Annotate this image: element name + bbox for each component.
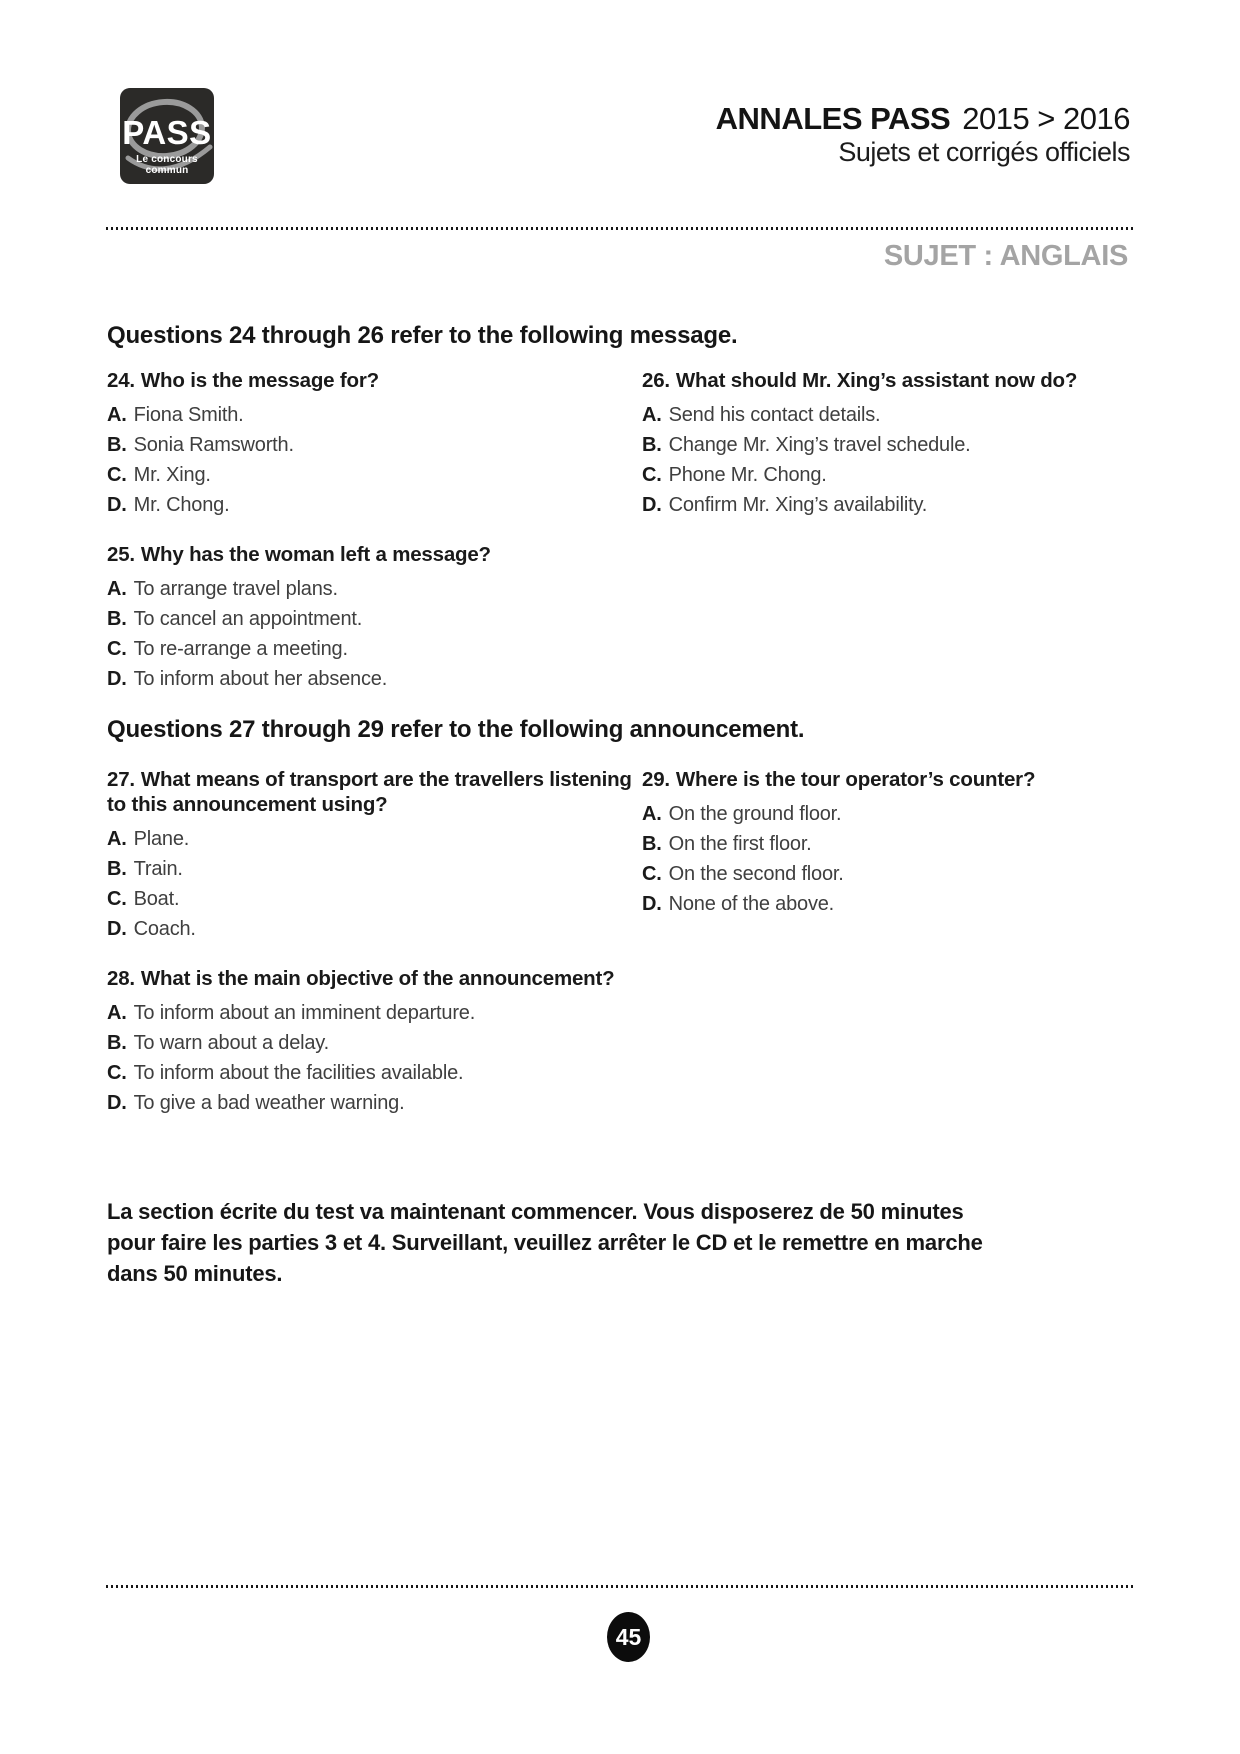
publication-subtitle: Sujets et corrigés officiels	[838, 137, 1130, 167]
instruction-line-1: La section écrite du test va maintenant commencer. Vous disposerez de 50 minutes	[107, 1199, 964, 1224]
logo-tagline: Le concours commun	[136, 154, 198, 176]
question-25-heading	[107, 542, 647, 567]
question-26-option-a: A. Send his contact details.	[642, 404, 881, 426]
question-25-option-d: D. To inform about her absence.	[107, 668, 388, 690]
question-28-option-b: B. To warn about a delay.	[107, 1032, 329, 1054]
question-24-option-d: D. Mr. Chong.	[107, 494, 230, 516]
question-29-option-a: A. On the ground floor.	[642, 803, 842, 825]
question-28-text: What is the main objective of the announcement?	[140, 967, 615, 990]
page-number: 45	[615, 1623, 642, 1650]
question-28-option-d: D. To give a bad weather warning.	[107, 1092, 405, 1114]
question-27-heading	[107, 767, 647, 817]
column-left	[107, 368, 647, 716]
subject-banner: SUJET : ANGLAIS	[883, 240, 1128, 272]
question-29-heading	[642, 767, 1136, 792]
question-26-heading	[642, 368, 1136, 393]
column-left	[107, 767, 647, 1140]
question-26-option-c: C. Phone Mr. Chong.	[642, 464, 827, 486]
publication-title-name: ANNALES PASS	[715, 101, 951, 136]
question-25	[107, 542, 647, 694]
dotted-divider-bottom	[106, 1585, 1136, 1588]
publication-title-years: 2015 > 2016	[962, 101, 1130, 136]
question-29-number: 29.	[642, 768, 670, 791]
question-25-number: 25.	[107, 543, 135, 566]
question-24	[107, 368, 647, 520]
question-28	[107, 966, 647, 1118]
question-26-option-d: D. Confirm Mr. Xing’s availability.	[642, 494, 928, 516]
question-24-number: 24.	[107, 369, 135, 392]
question-26-text: What should Mr. Xing’s assistant now do?	[675, 369, 1078, 392]
logo-wordmark: PASS	[122, 114, 212, 151]
question-24-text: Who is the message for?	[140, 369, 379, 392]
question-25-option-a: A. To arrange travel plans.	[107, 578, 338, 600]
question-29-option-b: B. On the first floor.	[642, 833, 812, 855]
question-29-option-d: D. None of the above.	[642, 893, 835, 915]
question-25-option-b: B. To cancel an appointment.	[107, 608, 363, 630]
question-27-text: What means of transport are the travellers listening to this announcement using?	[107, 768, 632, 816]
instruction-line-3: dans 50 minutes.	[107, 1261, 283, 1286]
column-right	[642, 767, 1136, 1140]
header	[0, 102, 1130, 167]
instruction-line-2: pour faire les parties 3 et 4. Surveillant, veuillez arrêter le CD et le remettre en marche	[107, 1230, 983, 1255]
question-28-number: 28.	[107, 967, 135, 990]
question-29-text: Where is the tour operator’s counter?	[675, 768, 1036, 791]
question-26	[642, 368, 1136, 520]
publication-title	[0, 102, 1130, 136]
question-24-option-a: A. Fiona Smith.	[107, 404, 244, 426]
question-24-option-b: B. Sonia Ramsworth.	[107, 434, 294, 456]
question-29	[642, 767, 1136, 919]
question-24-heading	[107, 368, 647, 393]
question-28-heading	[107, 966, 647, 991]
question-27-number: 27.	[107, 768, 135, 791]
questions-block-24-26	[107, 368, 1136, 716]
page-number-badge	[607, 1612, 650, 1662]
question-27-option-b: B. Train.	[107, 858, 183, 880]
question-28-option-c: C. To inform about the facilities available.	[107, 1062, 464, 1084]
section-heading-24-26: Questions 24 through 26 refer to the following message.	[107, 322, 738, 349]
written-section-instruction	[107, 1196, 1142, 1289]
question-29-option-c: C. On the second floor.	[642, 863, 844, 885]
column-right	[642, 368, 1136, 716]
question-27-option-d: D. Coach.	[107, 918, 196, 940]
question-27	[107, 767, 647, 944]
question-27-option-c: C. Boat.	[107, 888, 180, 910]
question-28-option-a: A. To inform about an imminent departure.	[107, 1002, 476, 1024]
question-27-option-a: A. Plane.	[107, 828, 190, 850]
question-25-text: Why has the woman left a message?	[140, 543, 491, 566]
dotted-divider-top	[106, 227, 1136, 230]
question-26-option-b: B. Change Mr. Xing’s travel schedule.	[642, 434, 971, 456]
questions-block-27-29	[107, 767, 1136, 1140]
question-24-option-c: C. Mr. Xing.	[107, 464, 211, 486]
question-25-option-c: C. To re-arrange a meeting.	[107, 638, 348, 660]
section-heading-27-29: Questions 27 through 29 refer to the following announcement.	[107, 716, 805, 743]
question-26-number: 26.	[642, 369, 670, 392]
